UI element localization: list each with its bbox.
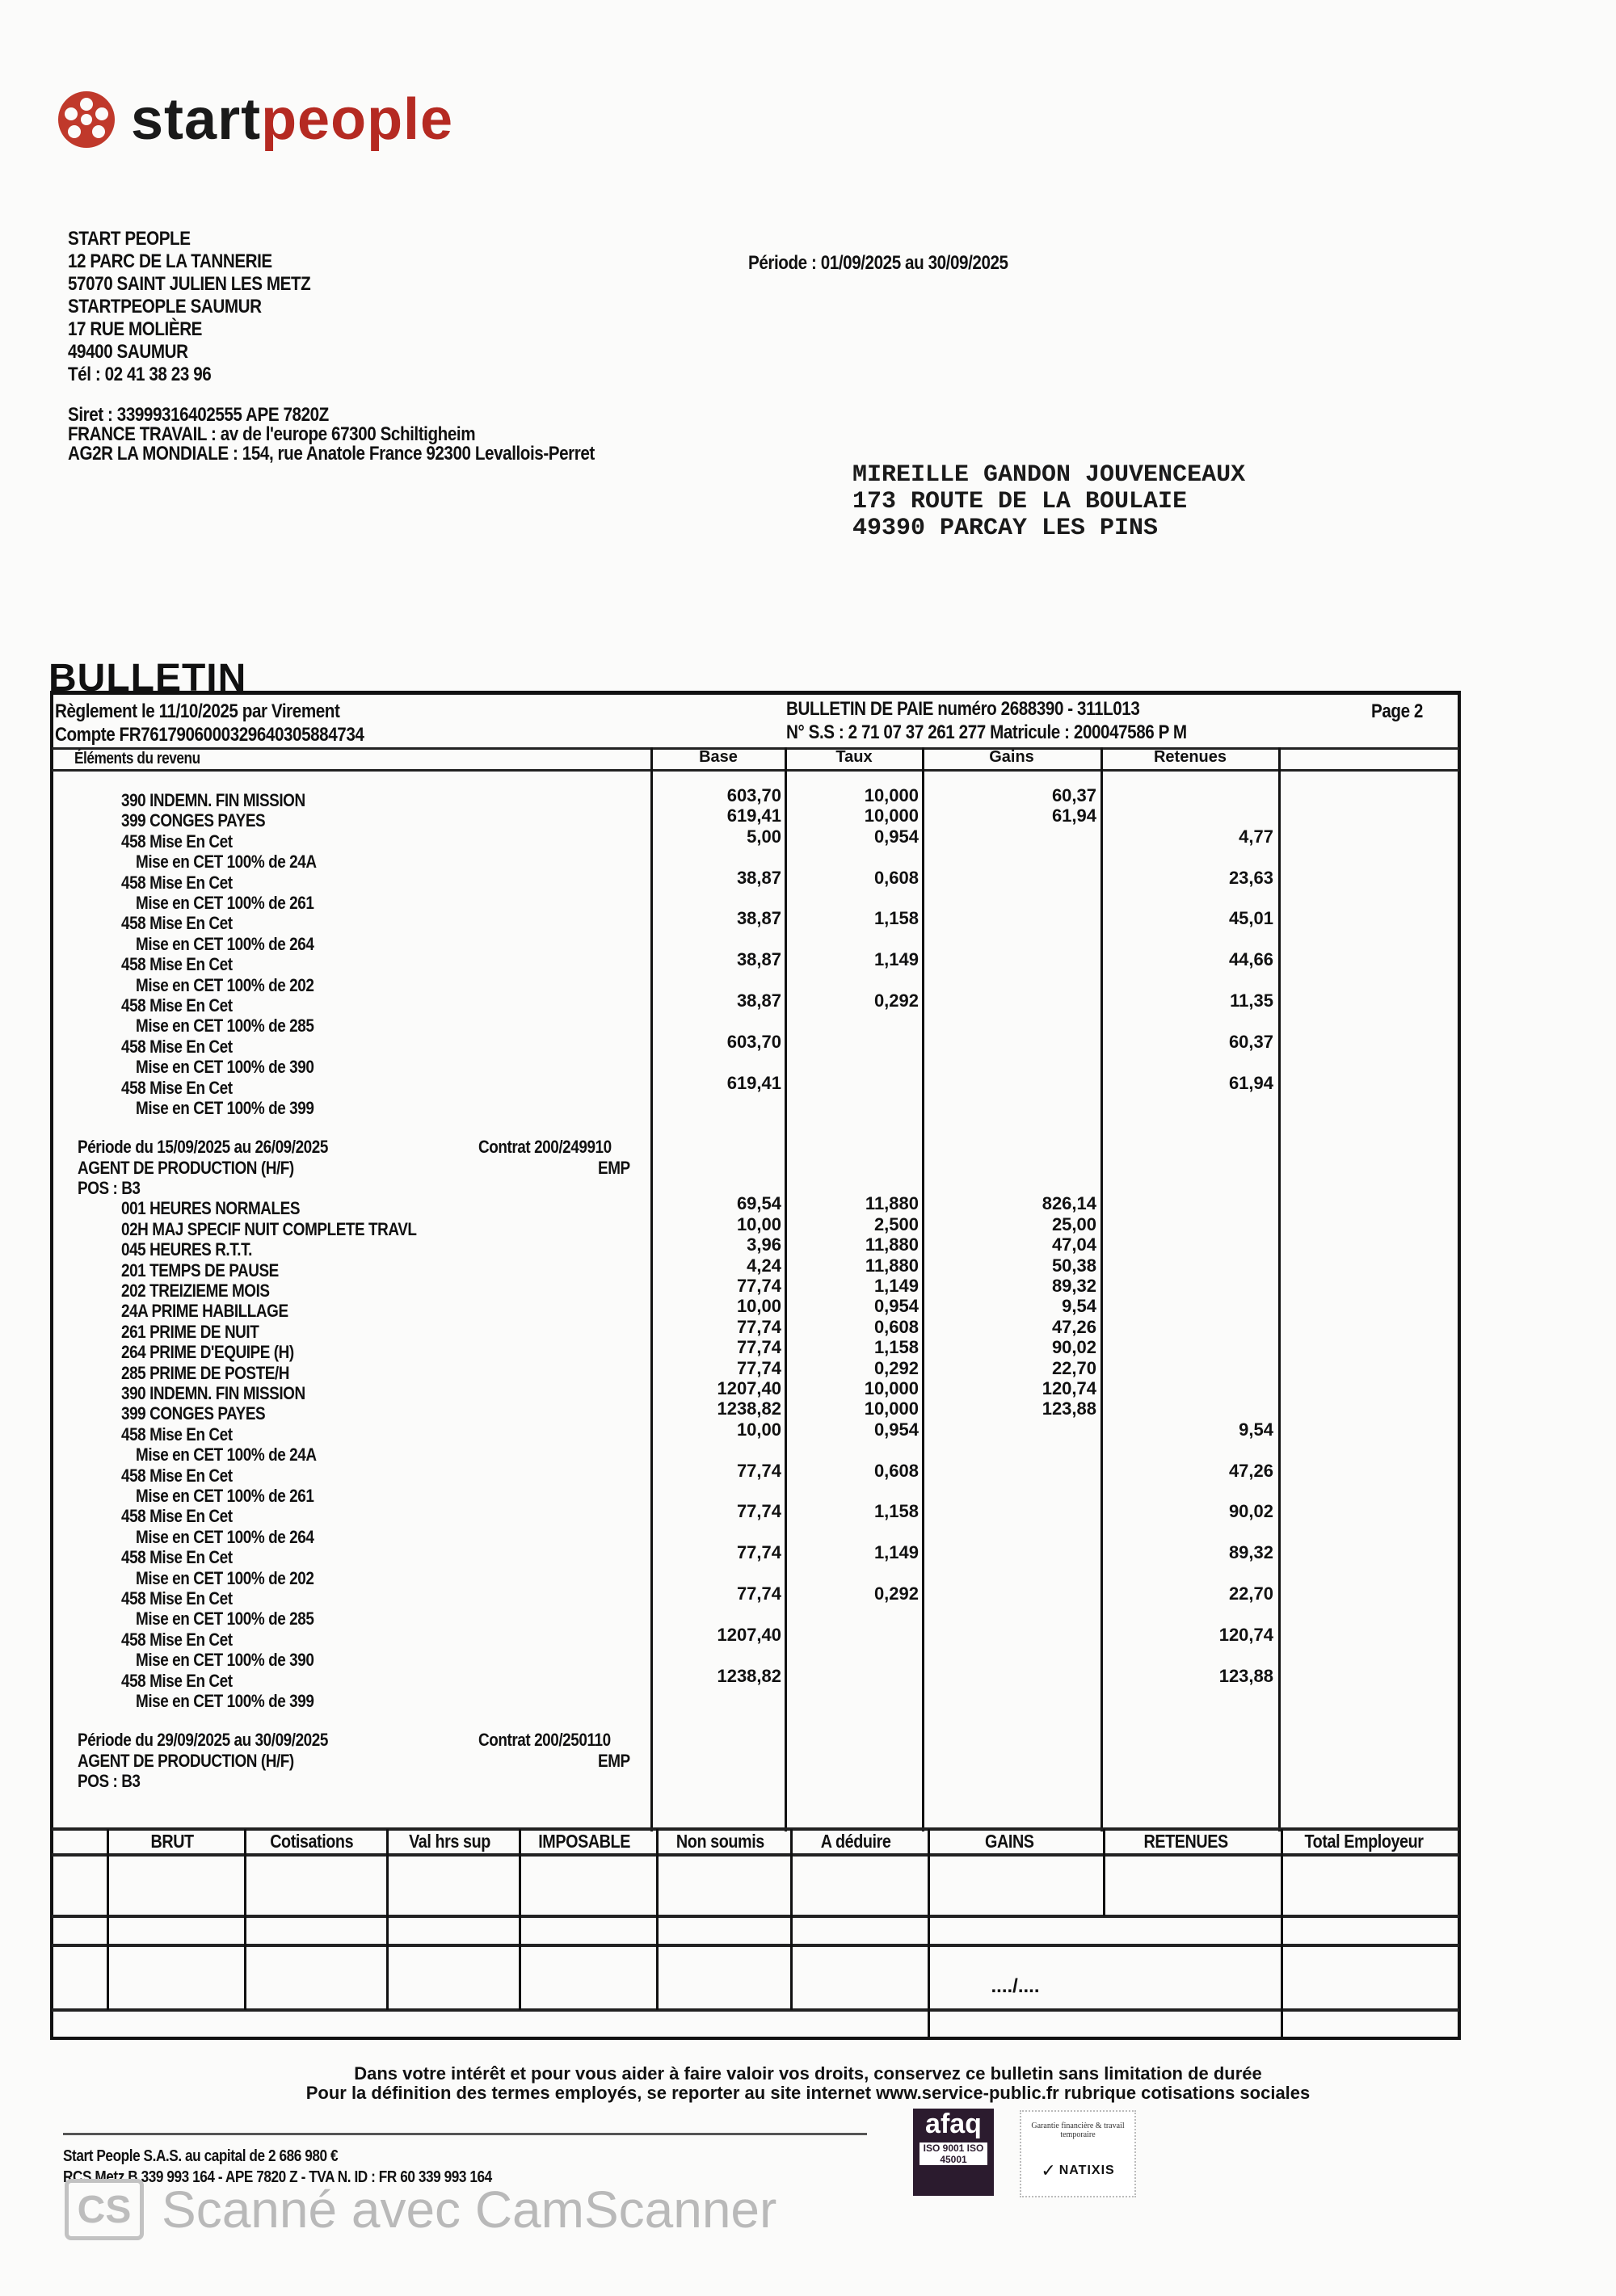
item-gains: 9,54 — [1062, 1296, 1096, 1316]
totals-header-val-hrs-sup: Val hrs sup — [409, 1831, 490, 1852]
item-base: 619,41 — [726, 1073, 781, 1093]
line-item — [0, 1542, 1616, 1567]
line-item — [0, 1398, 1616, 1423]
item-detail-label: Mise en CET 100% de 399 — [136, 1691, 314, 1711]
item-label: 458 Mise En Cet — [121, 1547, 233, 1567]
natixis-caption: Garantie financière & travail temporaire — [1031, 2121, 1125, 2139]
item-taux: 10,000 — [864, 1378, 919, 1398]
item-taux: 10,000 — [864, 785, 919, 805]
job-label: AGENT DE PRODUCTION (H/F) — [78, 1751, 294, 1771]
item-label: 458 Mise En Cet — [121, 913, 233, 933]
totals-col-divider — [928, 1829, 930, 2039]
item-base: 10,00 — [736, 1296, 781, 1316]
camscanner-watermark — [65, 2179, 776, 2240]
item-taux: 11,880 — [865, 1255, 919, 1276]
item-gains: 123,88 — [1042, 1398, 1096, 1419]
item-base: 10,00 — [736, 1214, 781, 1234]
item-taux: 1,158 — [873, 1501, 919, 1521]
item-taux: 0,608 — [873, 1461, 919, 1481]
line-item-detail — [0, 1527, 1616, 1547]
item-base: 77,74 — [736, 1337, 781, 1357]
camscanner-badge-icon: CS — [65, 2179, 144, 2240]
bulletin-title: BULLETIN — [48, 657, 247, 700]
period-label: Période du 15/09/2025 au 26/09/2025 — [78, 1137, 328, 1157]
line-item — [0, 805, 1616, 831]
item-label: 458 Mise En Cet — [121, 1037, 233, 1057]
line-item — [0, 1276, 1616, 1301]
footer-rule — [63, 2133, 867, 2135]
spacer-row — [0, 1118, 1616, 1138]
item-taux: 10,000 — [864, 1398, 919, 1419]
contract-number: Contrat 200/250110 — [478, 1730, 611, 1750]
line-item — [0, 1234, 1616, 1259]
item-retenues: 47,26 — [1228, 1461, 1273, 1481]
employer-line: 57070 SAINT JULIEN LES METZ — [68, 273, 311, 295]
item-label: 261 PRIME DE NUIT — [121, 1322, 259, 1342]
item-label: 458 Mise En Cet — [121, 1465, 233, 1486]
item-detail-label: Mise en CET 100% de 202 — [136, 975, 314, 995]
item-retenues: 60,37 — [1228, 1032, 1273, 1052]
item-taux: 1,149 — [873, 1276, 919, 1296]
item-label: 390 INDEMN. FIN MISSION — [121, 1383, 305, 1403]
item-retenues: 22,70 — [1228, 1583, 1273, 1604]
item-base: 38,87 — [736, 949, 781, 969]
line-item — [0, 1193, 1616, 1218]
item-base: 4,24 — [747, 1255, 781, 1276]
item-taux: 0,608 — [873, 868, 919, 888]
item-detail-label: Mise en CET 100% de 202 — [136, 1568, 314, 1588]
item-label: 458 Mise En Cet — [121, 831, 233, 852]
item-detail-label: Mise en CET 100% de 261 — [136, 1486, 314, 1506]
item-detail-label: Mise en CET 100% de 261 — [136, 893, 314, 913]
recipient-name: MIREILLE GANDON JOUVENCEAUX — [852, 461, 1246, 489]
employer-line: 17 RUE MOLIÈRE — [68, 318, 203, 340]
line-item — [0, 1666, 1616, 1691]
item-taux: 0,292 — [873, 1583, 919, 1604]
item-gains: 50,38 — [1051, 1255, 1096, 1276]
line-item — [0, 1358, 1616, 1383]
item-retenues: 44,66 — [1228, 949, 1273, 969]
item-label: 399 CONGES PAYES — [121, 1403, 266, 1423]
item-label: 458 Mise En Cet — [121, 1078, 233, 1098]
line-item-detail — [0, 1444, 1616, 1465]
col-taux-header: Taux — [835, 748, 873, 766]
totals-header-non-soumis: Non soumis — [675, 1831, 764, 1852]
item-label: 264 PRIME D'EQUIPE (H) — [121, 1342, 294, 1362]
item-gains: 120,74 — [1042, 1378, 1096, 1398]
totals-col-divider — [1281, 1829, 1283, 2039]
line-item-detail — [0, 1691, 1616, 1711]
item-retenues: 4,77 — [1239, 826, 1273, 847]
item-gains: 89,32 — [1051, 1276, 1096, 1296]
totals-header-brut: BRUT — [150, 1831, 194, 1852]
reglement-info: Règlement le 11/10/2025 par Virement — [55, 700, 340, 722]
legal-capital: Start People S.A.S. au capital de 2 686 980 € — [63, 2147, 339, 2165]
line-item — [0, 826, 1616, 852]
col-base-header: Base — [699, 748, 738, 766]
item-label: 458 Mise En Cet — [121, 1629, 233, 1650]
item-detail-label: Mise en CET 100% de 264 — [136, 1527, 314, 1547]
item-label: 001 HEURES NORMALES — [121, 1198, 301, 1218]
item-gains: 60,37 — [1051, 785, 1096, 805]
continuation-marker: ..../.... — [991, 1975, 1040, 1997]
item-detail-label: Mise en CET 100% de 390 — [136, 1650, 314, 1670]
logo-word-people: people — [261, 87, 454, 152]
totals-divider — [52, 1944, 1459, 1947]
item-taux: 0,954 — [873, 1419, 919, 1440]
camscanner-text: Scanné avec CamScanner — [162, 2180, 777, 2239]
item-label: 458 Mise En Cet — [121, 1588, 233, 1608]
employer-address — [68, 228, 310, 386]
item-detail-label: Mise en CET 100% de 390 — [136, 1057, 314, 1077]
item-label: 458 Mise En Cet — [121, 1424, 233, 1444]
ag2r-line: AG2R LA MONDIALE : 154, rue Anatole France 92300 Levallois-Perret — [68, 443, 595, 465]
totals-header-gains: GAINS — [985, 1831, 1034, 1852]
line-item-detail — [0, 852, 1616, 872]
item-base: 38,87 — [736, 990, 781, 1011]
item-base: 77,74 — [736, 1276, 781, 1296]
totals-divider — [52, 2008, 1459, 2012]
item-base: 77,74 — [736, 1542, 781, 1562]
line-item — [0, 1583, 1616, 1608]
item-base: 5,00 — [747, 826, 781, 847]
line-item — [0, 1296, 1616, 1321]
item-gains: 47,26 — [1051, 1317, 1096, 1337]
totals-header-total-employeur: Total Employeur — [1304, 1831, 1424, 1852]
item-gains: 25,00 — [1051, 1214, 1096, 1234]
job-info-row — [0, 1771, 1616, 1791]
item-taux: 1,158 — [873, 1337, 919, 1357]
col-gains-header: Gains — [989, 748, 1034, 766]
france-travail-line: FRANCE TRAVAIL : av de l'europe 67300 Schiltigheim — [68, 423, 476, 445]
header-divider — [52, 769, 1459, 772]
line-item — [0, 1625, 1616, 1650]
totals-col-divider — [790, 1829, 793, 2010]
item-base: 38,87 — [736, 908, 781, 928]
job-code: EMP — [598, 1158, 630, 1178]
item-taux: 2,500 — [873, 1214, 919, 1234]
employer-identifiers — [68, 406, 595, 464]
item-label: 24A PRIME HABILLAGE — [121, 1301, 288, 1321]
item-label: 458 Mise En Cet — [121, 1671, 233, 1691]
item-gains: 22,70 — [1051, 1358, 1096, 1378]
line-item — [0, 990, 1616, 1016]
item-base: 10,00 — [736, 1419, 781, 1440]
item-label: 390 INDEMN. FIN MISSION — [121, 790, 305, 810]
line-item-detail — [0, 934, 1616, 954]
natixis-swoosh-icon: ✓ — [1041, 2160, 1056, 2180]
totals-header-imposable: IMPOSABLE — [538, 1831, 630, 1852]
employer-line: Tél : 02 41 38 23 96 — [68, 364, 212, 385]
footer-notice-definitions: Pour la définition des termes employés, se reporter au site internet www.service-public.fr rubrique cotisations sociales — [305, 2083, 1311, 2103]
line-item-detail — [0, 893, 1616, 913]
job-info-row — [0, 1751, 1616, 1771]
line-item-detail — [0, 1568, 1616, 1588]
item-taux: 1,158 — [873, 908, 919, 928]
item-detail-label: Mise en CET 100% de 285 — [136, 1016, 314, 1036]
item-base: 77,74 — [736, 1317, 781, 1337]
logo-word-start: start — [131, 87, 262, 152]
line-item — [0, 868, 1616, 893]
item-taux: 0,954 — [873, 826, 919, 847]
item-detail-label: Mise en CET 100% de 24A — [136, 1444, 317, 1465]
item-retenues: 61,94 — [1228, 1073, 1273, 1093]
line-item-detail — [0, 1016, 1616, 1036]
job-label: POS : B3 — [78, 1771, 141, 1791]
item-base: 619,41 — [726, 805, 781, 826]
line-item-detail — [0, 1486, 1616, 1506]
line-item — [0, 1255, 1616, 1280]
item-taux: 0,292 — [873, 990, 919, 1011]
contract-period-row — [0, 1137, 1616, 1157]
line-item — [0, 1032, 1616, 1057]
line-item — [0, 949, 1616, 974]
totals-header-divider — [52, 1853, 1459, 1857]
item-base: 1207,40 — [717, 1625, 781, 1645]
totals-col-divider — [386, 1829, 389, 2010]
item-base: 1207,40 — [717, 1378, 781, 1398]
recipient-address — [852, 462, 1245, 542]
item-base: 3,96 — [747, 1234, 781, 1255]
natixis-logo — [1020, 2110, 1136, 2197]
account-number: Compte FR7617906000329640305884734 — [55, 724, 364, 746]
item-gains: 61,94 — [1051, 805, 1096, 826]
line-item-detail — [0, 1650, 1616, 1670]
line-item — [0, 1214, 1616, 1239]
employer-line: STARTPEOPLE SAUMUR — [68, 296, 262, 317]
line-item — [0, 1501, 1616, 1526]
afaq-certification-logo — [913, 2109, 994, 2196]
totals-header-a-d-duire: A déduire — [820, 1831, 891, 1852]
line-item — [0, 1378, 1616, 1403]
item-label: 399 CONGES PAYES — [121, 810, 266, 831]
totals-header-retenues: RETENUES — [1143, 1831, 1228, 1852]
line-item — [0, 1073, 1616, 1098]
item-label: 202 TREIZIEME MOIS — [121, 1280, 270, 1301]
item-retenues: 11,35 — [1230, 990, 1273, 1011]
employer-line: 49400 SAUMUR — [68, 341, 188, 363]
page-number: Page 2 — [1371, 700, 1423, 722]
item-label: 458 Mise En Cet — [121, 873, 233, 893]
line-item-detail — [0, 1098, 1616, 1118]
item-taux: 0,954 — [873, 1296, 919, 1316]
item-label: 02H MAJ SPECIF NUIT COMPLETE TRAVL — [121, 1219, 417, 1239]
line-item — [0, 1337, 1616, 1362]
item-detail-label: Mise en CET 100% de 399 — [136, 1098, 314, 1118]
item-gains: 826,14 — [1042, 1193, 1096, 1213]
item-base: 603,70 — [726, 785, 781, 805]
footer-notice-keep: Dans votre intérêt et pour vous aider à faire valoir vos droits, conservez ce bulletin sans limitation de durée — [354, 2063, 1262, 2084]
startpeople-logo — [58, 87, 454, 152]
item-label: 201 TEMPS DE PAUSE — [121, 1260, 279, 1280]
item-base: 603,70 — [726, 1032, 781, 1052]
period-label: Période du 29/09/2025 au 30/09/2025 — [78, 1730, 328, 1750]
recipient-city: 49390 PARCAY LES PINS — [852, 515, 1159, 542]
afaq-iso: ISO 9001 ISO 45001 — [920, 2143, 987, 2165]
item-label: 045 HEURES R.T.T. — [121, 1239, 252, 1259]
totals-col-divider — [1103, 1829, 1105, 1916]
totals-col-divider — [519, 1829, 521, 2010]
line-item — [0, 1419, 1616, 1444]
item-retenues: 9,54 — [1239, 1419, 1273, 1440]
item-taux: 0,608 — [873, 1317, 919, 1337]
totals-col-divider — [244, 1829, 246, 2010]
item-retenues: 123,88 — [1218, 1666, 1273, 1686]
pay-period: Période : 01/09/2025 au 30/09/2025 — [748, 252, 1008, 274]
item-retenues: 23,63 — [1228, 868, 1273, 888]
totals-header-cotisations: Cotisations — [270, 1831, 354, 1852]
natixis-label: NATIXIS — [1058, 2164, 1115, 2177]
afaq-label: afaq — [925, 2109, 982, 2139]
col-elements-header: Éléments du revenu — [74, 750, 200, 767]
col-retenues-header: Retenues — [1153, 748, 1227, 766]
item-taux: 1,149 — [873, 1542, 919, 1562]
line-item — [0, 1317, 1616, 1342]
item-base: 1238,82 — [717, 1398, 781, 1419]
totals-divider — [52, 1915, 1459, 1918]
item-label: 458 Mise En Cet — [121, 954, 233, 974]
item-gains: 47,04 — [1051, 1234, 1096, 1255]
item-base: 1238,82 — [717, 1666, 781, 1686]
item-taux: 1,149 — [873, 949, 919, 969]
payslip-number: BULLETIN DE PAIE numéro 2688390 - 311L013 — [786, 698, 1140, 720]
line-item-detail — [0, 975, 1616, 995]
item-base: 38,87 — [736, 868, 781, 888]
employer-line: START PEOPLE — [68, 228, 191, 250]
social-security-number: N° S.S : 2 71 07 37 261 277 Matricule : 200047586 P M — [786, 721, 1187, 743]
item-retenues: 90,02 — [1228, 1501, 1273, 1521]
item-label: 458 Mise En Cet — [121, 1506, 233, 1526]
item-base: 77,74 — [736, 1501, 781, 1521]
contract-period-row — [0, 1730, 1616, 1750]
item-taux: 11,880 — [865, 1234, 919, 1255]
line-item — [0, 785, 1616, 810]
employer-line: 12 PARC DE LA TANNERIE — [68, 250, 272, 272]
line-item — [0, 1461, 1616, 1486]
item-label: 285 PRIME DE POSTE/H — [121, 1363, 289, 1383]
item-taux: 10,000 — [864, 805, 919, 826]
job-code: EMP — [598, 1751, 630, 1771]
contract-number: Contrat 200/249910 — [478, 1137, 612, 1157]
line-item — [0, 908, 1616, 933]
line-item-detail — [0, 1608, 1616, 1629]
recipient-street: 173 ROUTE DE LA BOULAIE — [852, 488, 1188, 515]
spacer-row — [0, 1711, 1616, 1731]
job-info-row — [0, 1158, 1616, 1178]
job-label: POS : B3 — [78, 1178, 141, 1198]
item-base: 77,74 — [736, 1358, 781, 1378]
item-taux: 0,292 — [873, 1358, 919, 1378]
item-base: 77,74 — [736, 1461, 781, 1481]
legal-rcs: RCS Metz B 339 993 164 - APE 7820 Z - TVA N. ID : FR 60 339 993 164 — [63, 2168, 492, 2186]
item-detail-label: Mise en CET 100% de 24A — [136, 852, 317, 872]
job-label: AGENT DE PRODUCTION (H/F) — [78, 1158, 294, 1178]
item-retenues: 89,32 — [1228, 1542, 1273, 1562]
item-taux: 11,880 — [865, 1193, 919, 1213]
item-base: 77,74 — [736, 1583, 781, 1604]
item-base: 69,54 — [736, 1193, 781, 1213]
item-retenues: 120,74 — [1218, 1625, 1273, 1645]
item-detail-label: Mise en CET 100% de 285 — [136, 1608, 314, 1629]
item-label: 458 Mise En Cet — [121, 995, 233, 1016]
job-info-row — [0, 1178, 1616, 1198]
siret-line: Siret : 33999316402555 APE 7820Z — [68, 404, 329, 426]
item-gains: 90,02 — [1051, 1337, 1096, 1357]
item-retenues: 45,01 — [1228, 908, 1273, 928]
totals-col-divider — [107, 1829, 109, 2010]
totals-col-divider — [656, 1829, 659, 2010]
line-item-detail — [0, 1057, 1616, 1077]
item-detail-label: Mise en CET 100% de 264 — [136, 934, 314, 954]
startpeople-flower-icon — [58, 91, 115, 148]
